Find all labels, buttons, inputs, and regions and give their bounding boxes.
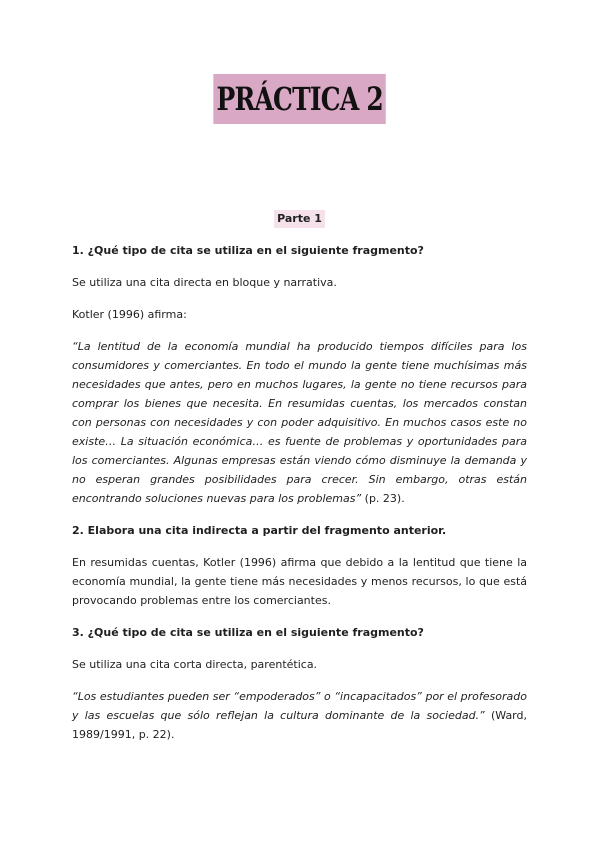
page-title: PRÁCTICA 2 [214, 74, 387, 124]
short-quote-text: “Los estudiantes pueden ser “empoderados” o “incapacitados” por el profesorado y las escuelas que sólo reflejan la cultura dominante de la sociedad.” [72, 690, 527, 722]
short-quote-citation: (Ward, 1989/1991, p. 22). [72, 709, 527, 741]
answer-3: Se utiliza una cita corta directa, parentética. [72, 658, 318, 671]
short-quote [72, 687, 527, 744]
title-container [0, 74, 600, 124]
part-heading-container [72, 207, 527, 228]
block-quote-citation: (p. 23). [361, 492, 405, 505]
part-heading: Parte 1 [274, 210, 325, 228]
answer-2: En resumidas cuentas, Kotler (1996) afirma que debido a la lentitud que tiene la economía mundial, la gente tiene más necesidades y menos recursos, lo que está provocando problemas entre los comerciantes. [72, 556, 527, 607]
quote-intro: Kotler (1996) afirma: [72, 308, 187, 321]
answer-1: Se utiliza una cita directa en bloque y narrativa. [72, 276, 337, 289]
question-3: 3. ¿Qué tipo de cita se utiliza en el siguiente fragmento? [72, 626, 424, 639]
block-quote [72, 337, 527, 508]
block-quote-text: “La lentitud de la economía mundial ha producido tiempos difíciles para los consumidores y comerciantes. En todo el mundo la gente tiene muchísimas más necesidades que antes, pero en muchos lugares, la gente no tiene recursos para comprar los bienes que necesita. En resumidas cuentas, los mercados constan con personas con necesidades y con poder adquisitivo. En muchos casos este no existe… La situación económica… es fuente de problemas y oportunidades para los comerciantes. Algunas empresas están viendo cómo disminuye la demanda y no esperan grandes posibilidades para crecer. Sin embargo, otras están encontrando soluciones nuevas para los problemas” [72, 340, 527, 505]
question-1: 1. ¿Qué tipo de cita se utiliza en el siguiente fragmento? [72, 244, 424, 257]
question-2: 2. Elabora una cita indirecta a partir del fragmento anterior. [72, 524, 447, 537]
document-body [72, 207, 527, 757]
